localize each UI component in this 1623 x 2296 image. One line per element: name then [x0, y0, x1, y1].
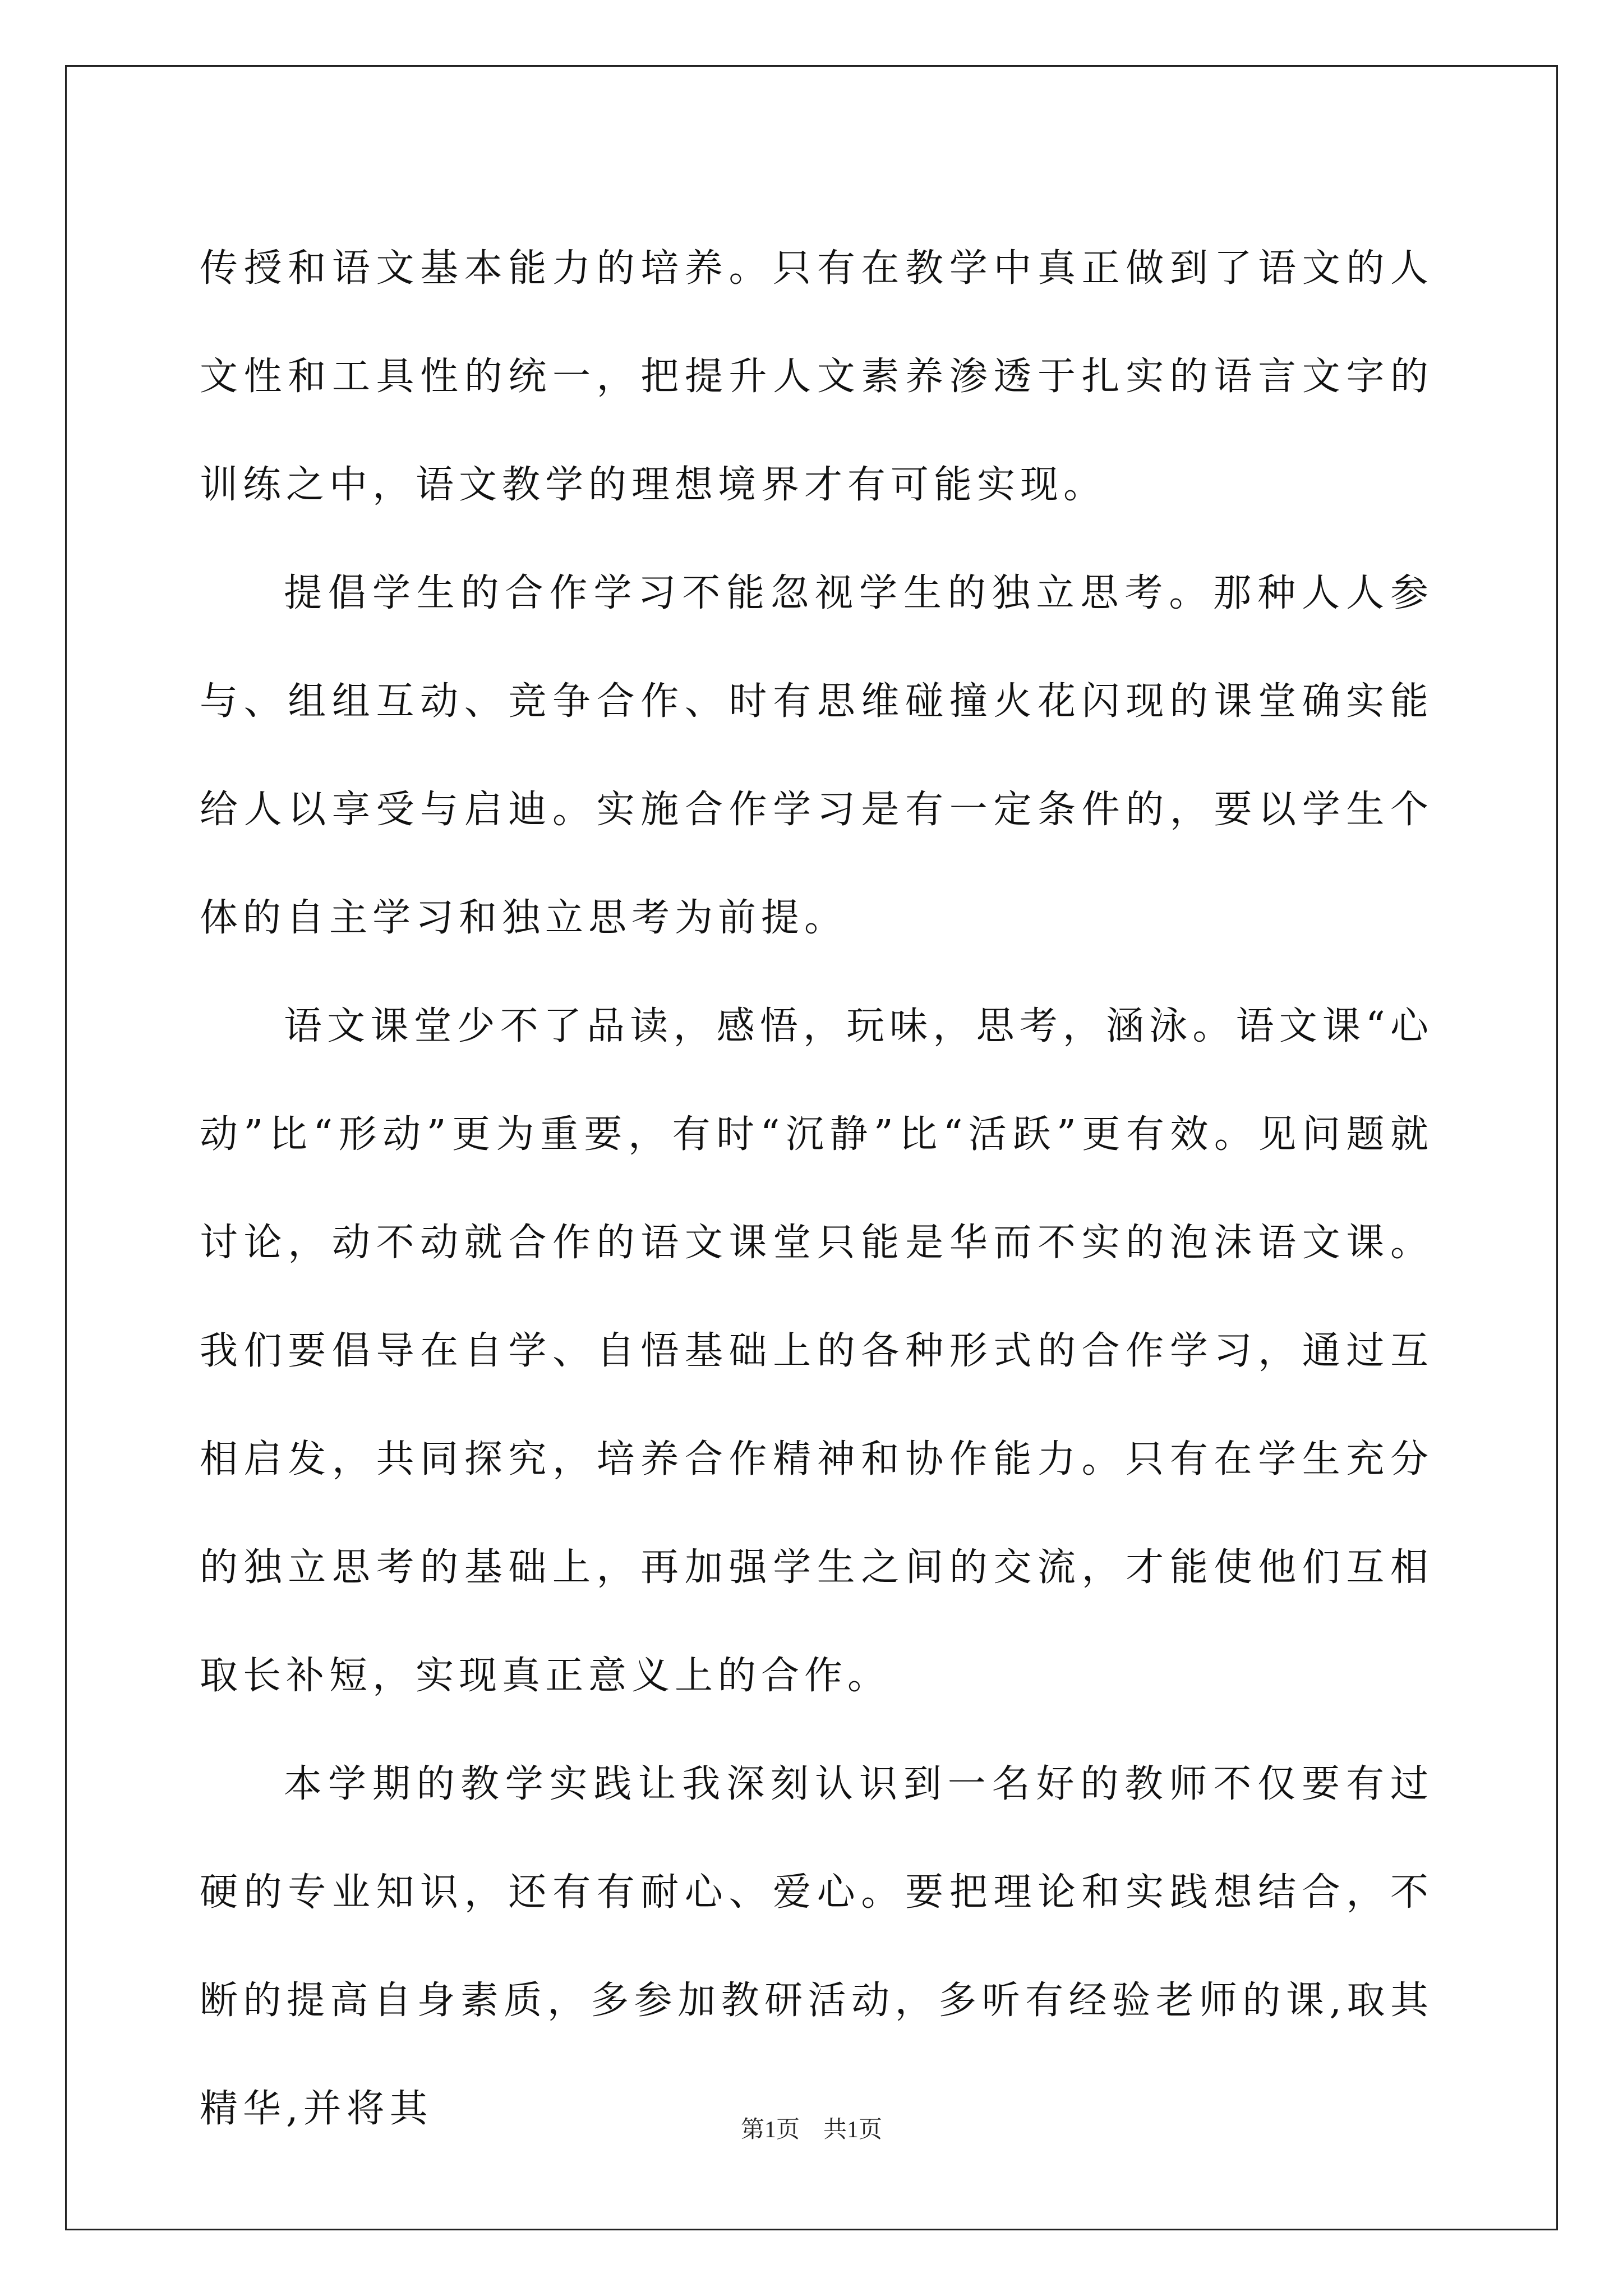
- paragraph-1: 传授和语文基本能力的培养。只有在教学中真正做到了语文的人文性和工具性的统一，把提升人文素养渗透于扎实的语言文字的训练之中，语文教学的理想境界才有可能实现。: [200, 246, 1433, 507]
- document-body: [200, 214, 1433, 2163]
- paragraph-4: 本学期的教学实践让我深刻认识到一名好的教师不仅要有过硬的专业知识，还有有耐心、爱心。要把理论和实践想结合，不断的提高自身素质，多参加教研活动，多听有经验老师的课,取其精华,并将其: [200, 1762, 1433, 2131]
- page-number-footer: 第1页 共1页: [740, 2117, 882, 2143]
- paragraph-3: 语文课堂少不了品读，感悟，玩味，思考，涵泳。语文课“心动”比“形动”更为重要，有时“沉静”比“活跃”更有效。见问题就讨论，动不动就合作的语文课堂只能是华而不实的泡沫语文课。我们要倡导在自学、自悟基础上的各种形式的合作学习，通过互相启发，共同探究，培养合作精神和协作能力。只有在学生充分的独立思考的基础上，再加强学生之间的交流，才能使他们互相取长补短，实现真正意义上的合作。: [200, 1004, 1433, 1698]
- paragraph-2: 提倡学生的合作学习不能忽视学生的独立思考。那种人人参与、组组互动、竞争合作、时有思维碰撞火花闪现的课堂确实能给人以享受与启迪。实施合作学习是有一定条件的，要以学生个体的自主学习和独立思考为前提。: [200, 571, 1433, 940]
